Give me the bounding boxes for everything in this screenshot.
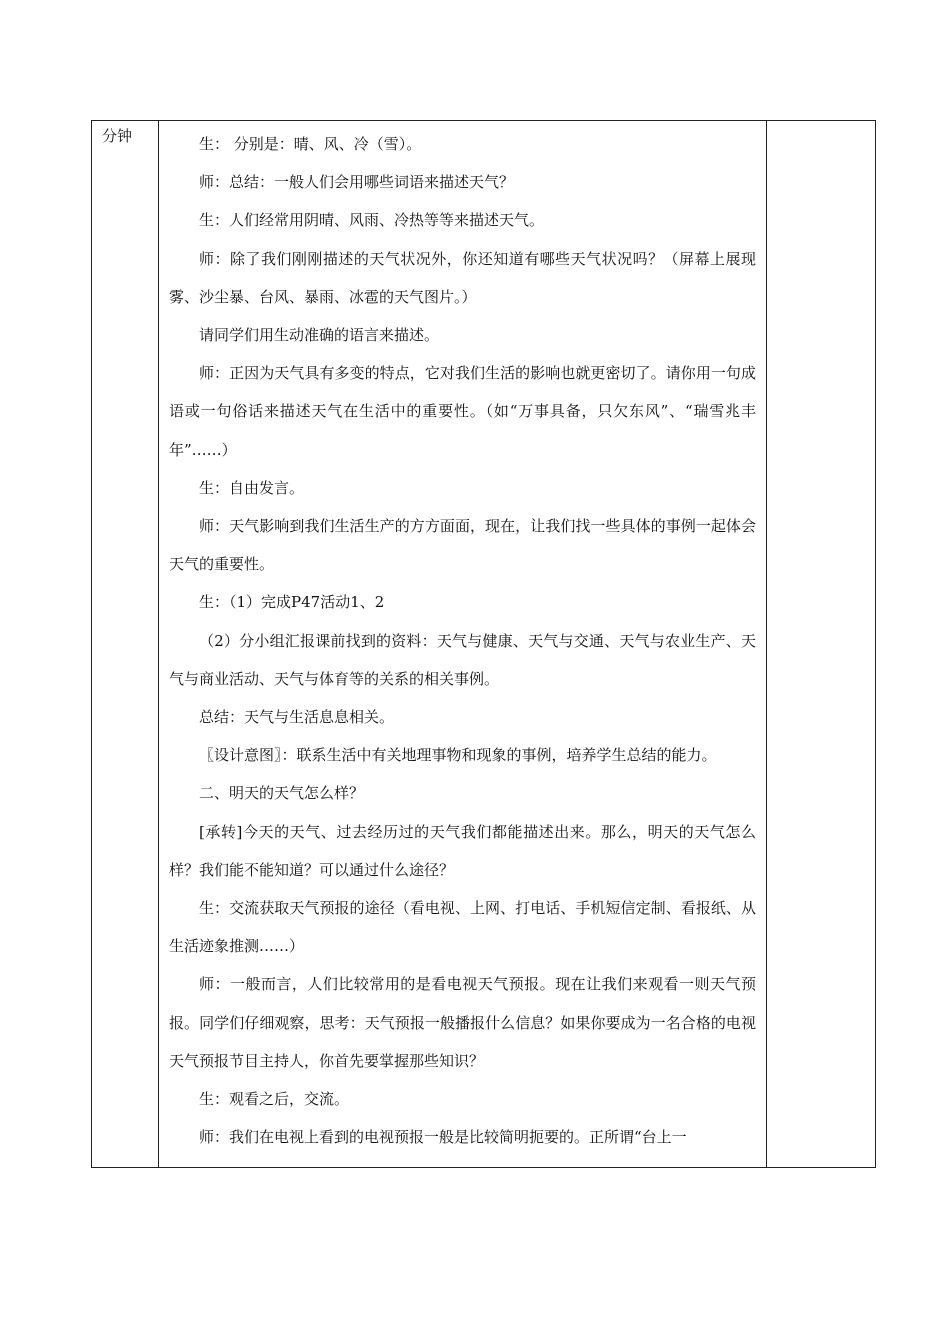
lesson-table: [91, 120, 876, 1168]
paragraph: 师：一般而言，人们比较常用的是看电视天气预报。现在让我们来观看一则天气预报。同学们仔细观察，思考：天气预报一般播报什么信息？如果你要成为一名合格的电视天气预报节目主持人，你首先要掌握那些知识？: [169, 975, 756, 1070]
paragraph: 总结：天气与生活息息相关。: [199, 708, 395, 727]
paragraph: 师：总结：一般人们会用哪些词语来描述天气？: [199, 173, 515, 192]
lesson-content: [159, 121, 766, 1156]
paragraph: （2）分小组汇报课前找到的资料：天气与健康、天气与交通、天气与农业生产、天气与商业活动、天气与体育等的关系的相关事例。: [169, 631, 756, 688]
paragraph: 师：除了我们刚刚描述的天气状况外，你还知道有哪些天气状况吗？（屏幕上展现雾、沙尘暴、台风、暴雨、冰雹的天气图片。）: [169, 249, 756, 306]
paragraph: 生：自由发言。: [199, 478, 305, 497]
paragraph: [承转]今天的天气、过去经历过的天气我们都能描述出来。那么，明天的天气怎么样？我们能不能知道？可以通过什么途径？: [169, 822, 756, 879]
paragraph: 师：我们在电视上看到的电视预报一般是比较简明扼要的。正所谓“台上一: [199, 1128, 687, 1147]
paragraph: 生： 分别是：晴、风、冷（雪）。: [199, 135, 422, 153]
time-column-label: 分钟: [102, 127, 133, 145]
paragraph: 二、明天的天气怎么样？: [199, 784, 365, 803]
paragraph: 生：（1）完成P47活动1、2: [199, 593, 385, 612]
paragraph: 师：正因为天气具有多变的特点，它对我们生活的影响也就更密切了。请你用一句成语或一句俗话来描述天气在生活中的重要性。（如“万事具备，只欠东风”、“瑞雪兆丰年”……）: [169, 364, 756, 459]
paragraph: 师：天气影响到我们生活生产的方方面面，现在，让我们找一些具体的事例一起体会天气的重要性。: [169, 517, 756, 574]
paragraph: 生：人们经常用阴晴、风雨、冷热等等来描述天气。: [199, 211, 545, 230]
column-divider-2: [766, 121, 767, 1167]
paragraph: 生：交流获取天气预报的途径（看电视、上网、打电话、手机短信定制、看报纸、从生活迹象推测……）: [169, 899, 756, 956]
paragraph: 请同学们用生动准确的语言来描述。: [199, 326, 440, 345]
paragraph: 〖设计意图〗：联系生活中有关地理事物和现象的事例，培养学生总结的能力。: [199, 746, 717, 765]
paragraph: 生：观看之后，交流。: [199, 1090, 350, 1109]
